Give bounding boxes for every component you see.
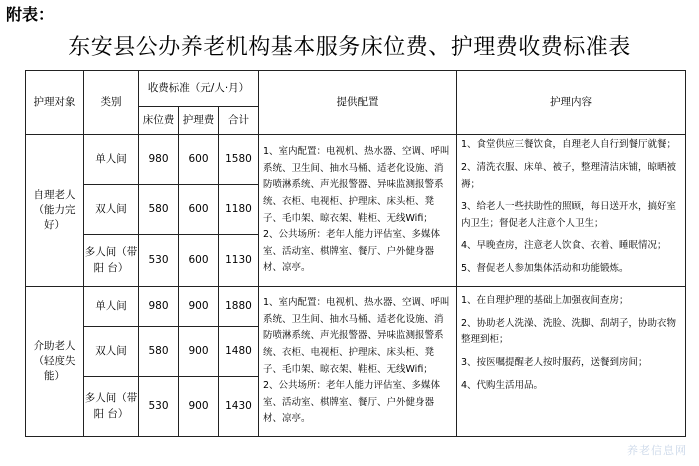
total-cell: 1180 xyxy=(219,185,259,235)
header-fee-standard: 收费标准（元/人·月） xyxy=(139,71,259,107)
header-care-fee: 护理费 xyxy=(179,107,219,135)
category-cell: 双人间 xyxy=(84,185,139,235)
header-care-content: 护理内容 xyxy=(457,71,686,135)
care-item: 3、给老人一些扶助性的照顾，每日送开水，搞好室内卫生；督促老人注意个人卫生； xyxy=(461,201,677,229)
care-fee-cell: 600 xyxy=(179,185,219,235)
table-header-row xyxy=(26,71,686,107)
watermark: 养老信息网 xyxy=(627,444,687,457)
facilities-cell xyxy=(259,135,457,287)
total-cell: 1480 xyxy=(219,327,259,377)
bed-fee-cell: 980 xyxy=(139,287,179,327)
document-title: 东安县公办养老机构基本服务床位费、护理费收费标准表 xyxy=(68,35,631,60)
care-item: 4、代购生活用品。 xyxy=(461,379,544,391)
care-fee-cell: 900 xyxy=(179,327,219,377)
total-cell: 1580 xyxy=(219,135,259,185)
category-cell: 单人间 xyxy=(84,135,139,185)
care-item: 3、按医嘱提醒老人按时服药，送餐到房间； xyxy=(461,356,648,368)
bed-fee-cell: 530 xyxy=(139,377,179,437)
total-cell: 1130 xyxy=(219,235,259,287)
header-facilities: 提供配置 xyxy=(259,71,457,135)
bed-fee-cell: 980 xyxy=(139,135,179,185)
facility-item: 2、公共场所：老年人能力评估室、多媒体室、活动室、棋牌室、餐厅、户外健身器材、凉亭。 xyxy=(263,380,441,425)
bed-fee-cell: 530 xyxy=(139,235,179,287)
table-row xyxy=(26,287,686,327)
care-item: 2、清洗衣服、床单、被子，整理清洁床铺，晾晒被褥； xyxy=(461,161,677,190)
category-cell: 多人间（带 阳 台） xyxy=(84,377,139,437)
facility-item: 1、室内配置：电视机、热水器、空调、呼叫系统、卫生间、抽水马桶、适老化设施、消防喷淋系统、声光报警器、异味监测报警系统、衣柜、电视柜、护理床、床头柜、凳子、毛巾架、晾衣架、鞋柜、无线Wifi； xyxy=(263,297,450,375)
target-cell: 介助老人（轻度失能） xyxy=(26,287,84,437)
care-item: 4、早晚查房，注意老人饮食、衣着、睡眠情况； xyxy=(461,240,667,252)
facilities-cell xyxy=(259,287,457,437)
care-content-cell xyxy=(457,287,686,437)
table-row xyxy=(26,135,686,185)
target-cell: 自理老人（能力完好） xyxy=(26,135,84,287)
bed-fee-cell: 580 xyxy=(139,185,179,235)
total-cell: 1880 xyxy=(219,287,259,327)
category-cell: 单人间 xyxy=(84,287,139,327)
care-fee-cell: 600 xyxy=(179,235,219,287)
facility-item: 2、公共场所：老年人能力评估室、多媒体室、活动室、棋牌室、餐厅、户外健身器材、凉亭。 xyxy=(263,229,441,274)
care-item: 2、协助老人洗澡、洗脸、洗脚、刮胡子，协助衣物整理到柜； xyxy=(461,317,677,346)
care-fee-cell: 900 xyxy=(179,377,219,437)
total-cell: 1430 xyxy=(219,377,259,437)
header-target: 护理对象 xyxy=(26,71,84,135)
care-fee-cell: 900 xyxy=(179,287,219,327)
bed-fee-cell: 580 xyxy=(139,327,179,377)
care-item: 1、在自理护理的基础上加强夜间查房； xyxy=(461,295,629,306)
facility-item: 1、室内配置：电视机、热水器、空调、呼叫系统、卫生间、抽水马桶、适老化设施、消防喷淋系统、声光报警器、异味监测报警系统、衣柜、电视柜、护理床、床头柜、凳子、毛巾架、晾衣架、鞋柜、无线Wifi； xyxy=(263,146,450,224)
header-total: 合计 xyxy=(219,107,259,135)
care-fee-cell: 600 xyxy=(179,135,219,185)
care-content-cell xyxy=(457,135,686,287)
fee-table xyxy=(25,70,686,437)
care-item: 1、食堂供应三餐饮食，自理老人自行到餐厅就餐； xyxy=(461,139,677,151)
header-bed-fee: 床位费 xyxy=(139,107,179,135)
appendix-label: 附表： xyxy=(6,5,55,24)
header-category: 类别 xyxy=(84,71,139,135)
category-cell: 多人间（带 阳 台） xyxy=(84,235,139,287)
care-item: 5、督促老人参加集体活动和功能锻炼。 xyxy=(461,263,629,275)
category-cell: 双人间 xyxy=(84,327,139,377)
